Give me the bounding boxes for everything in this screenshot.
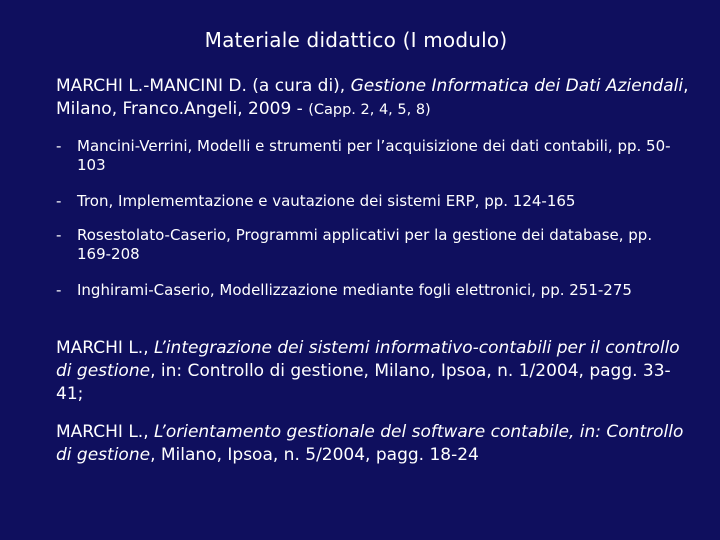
- list-item: [56, 192, 676, 211]
- bullet-dash: -: [56, 137, 62, 155]
- reference-article: [56, 421, 696, 467]
- reference-article: [56, 337, 696, 406]
- list-item-text: Inghirami-Caserio, Modellizzazione mediante fogli elettronici, pp. 251-275: [77, 281, 632, 299]
- reference-details: , in: Controllo di gestione, Milano, Ipsoa, n. 1/2004, pagg. 33-41;: [56, 361, 671, 404]
- list-item: [56, 137, 676, 175]
- bullet-dash: -: [56, 226, 62, 244]
- reference-book: [56, 75, 696, 122]
- reference-title: L’integrazione dei sistemi informativo-contabili per il controllo di gestione: [56, 338, 680, 381]
- reference-title: L’orientamento gestionale del software contabile, in: Controllo di gestione: [56, 422, 684, 465]
- reference-details: , Milano, Franco.Angeli, 2009 -: [56, 76, 689, 119]
- page-title: Materiale didattico (I modulo): [204, 28, 508, 52]
- list-item: [56, 226, 676, 264]
- reference-authors: MARCHI L.-MANCINI D. (a cura di),: [56, 76, 351, 96]
- list-item-text: Rosestolato-Caserio, Programmi applicativi per la gestione dei database, pp. 169-208: [77, 226, 653, 263]
- reference-details: , Milano, Ipsoa, n. 5/2004, pagg. 18-24: [150, 445, 479, 465]
- list-item: [56, 281, 676, 300]
- reference-authors: MARCHI L.,: [56, 422, 155, 442]
- reference-title: Gestione Informatica dei Dati Aziendali: [350, 76, 684, 96]
- list-item-text: Tron, Implememtazione e vautazione dei sistemi ERP, pp. 124-165: [77, 192, 576, 210]
- bullet-dash: -: [56, 192, 62, 210]
- list-item-text: Mancini-Verrini, Modelli e strumenti per l’acquisizione dei dati contabili, pp. 50-103: [77, 137, 671, 174]
- reference-authors: MARCHI L.,: [56, 338, 155, 358]
- bullet-dash: -: [56, 281, 62, 299]
- reference-chapters: (Capp. 2, 4, 5, 8): [308, 102, 431, 118]
